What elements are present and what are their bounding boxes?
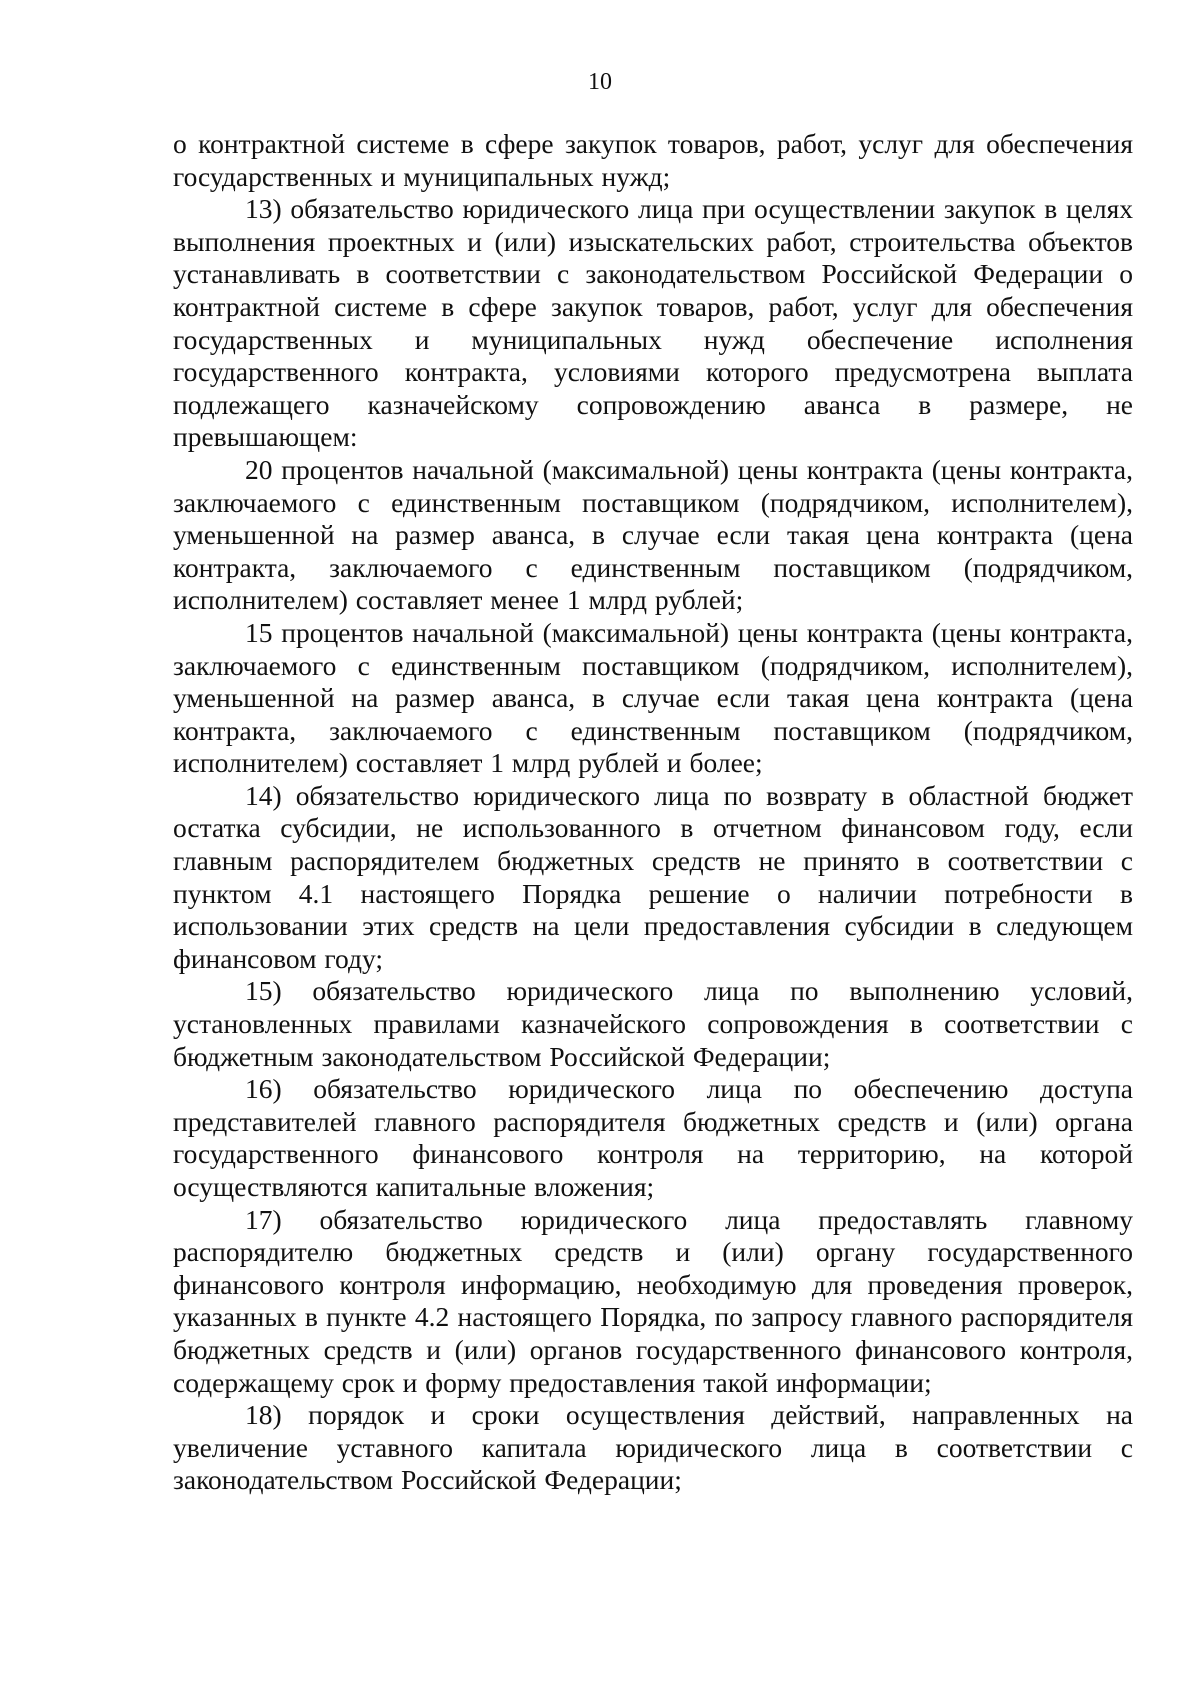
paragraph-item-13: 13) обязательство юридического лица при осуществлении закупок в целях выполнения проектных и (или) изыскательских работ, строительства объектов устанавливать в соответствии с законодательством Российской Федерации о контрактной системе в сфере закупок товаров, работ, услуг для обеспечения государственных и муниципальных нужд обеспечение исполнения государственного контракта, условиями которого предусмотрена выплата подлежащего казначейскому сопровождению аванса в размере, не превышающем:: [173, 193, 1133, 453]
paragraph-item-15: 15) обязательство юридического лица по выполнению условий, установленных правилами казначейского сопровождения в соответствии с бюджетным законодательством Российской Федерации;: [173, 975, 1133, 1072]
paragraph-item-17: 17) обязательство юридического лица предоставлять главному распорядителю бюджетных средств и (или) органу государственного финансового контроля информацию, необходимую для проведения проверок, указанных в пункте 4.2 настоящего Порядка, по запросу главного распорядителя бюджетных средств и (или) органов государственного финансового контроля, содержащему срок и форму предоставления такой информации;: [173, 1203, 1133, 1398]
paragraph-item-16: 16) обязательство юридического лица по обеспечению доступа представителей главного распорядителя бюджетных средств и (или) органа государственного финансового контроля на территорию, на которой осуществляются капитальные вложения;: [173, 1073, 1133, 1202]
paragraph-item-13-20-percent: 20 процентов начальной (максимальной) цены контракта (цены контракта, заключаемого с единственным поставщиком (подрядчиком, исполнителем), уменьшенной на размер аванса, в случае если такая цена контракта (цена контракта, заключаемого с единственным поставщиком (подрядчиком, исполнителем) составляет менее 1 млрд рублей;: [173, 453, 1133, 616]
paragraph-continuation: о контрактной системе в сфере закупок товаров, работ, услуг для обеспечения государственных и муниципальных нужд;: [173, 128, 1133, 192]
page-number: 10: [588, 69, 612, 95]
paragraph-item-18: 18) порядок и сроки осуществления действий, направленных на увеличение уставного капитала юридического лица в соответствии с законодательством Российской Федерации;: [173, 1399, 1133, 1496]
document-body: [173, 128, 1133, 1497]
paragraph-item-14: 14) обязательство юридического лица по возврату в областной бюджет остатка субсидии, не использованного в отчетном финансовом году, если главным распорядителем бюджетных средств не принято в соответствии с пунктом 4.1 настоящего Порядка решение о наличии потребности в использовании этих средств на цели предоставления субсидии в следующем финансовом году;: [173, 779, 1133, 974]
paragraph-item-13-15-percent: 15 процентов начальной (максимальной) цены контракта (цены контракта, заключаемого с единственным поставщиком (подрядчиком, исполнителем), уменьшенной на размер аванса, в случае если такая цена контракта (цена контракта, заключаемого с единственным поставщиком (подрядчиком, исполнителем) составляет 1 млрд рублей и более;: [173, 616, 1133, 779]
